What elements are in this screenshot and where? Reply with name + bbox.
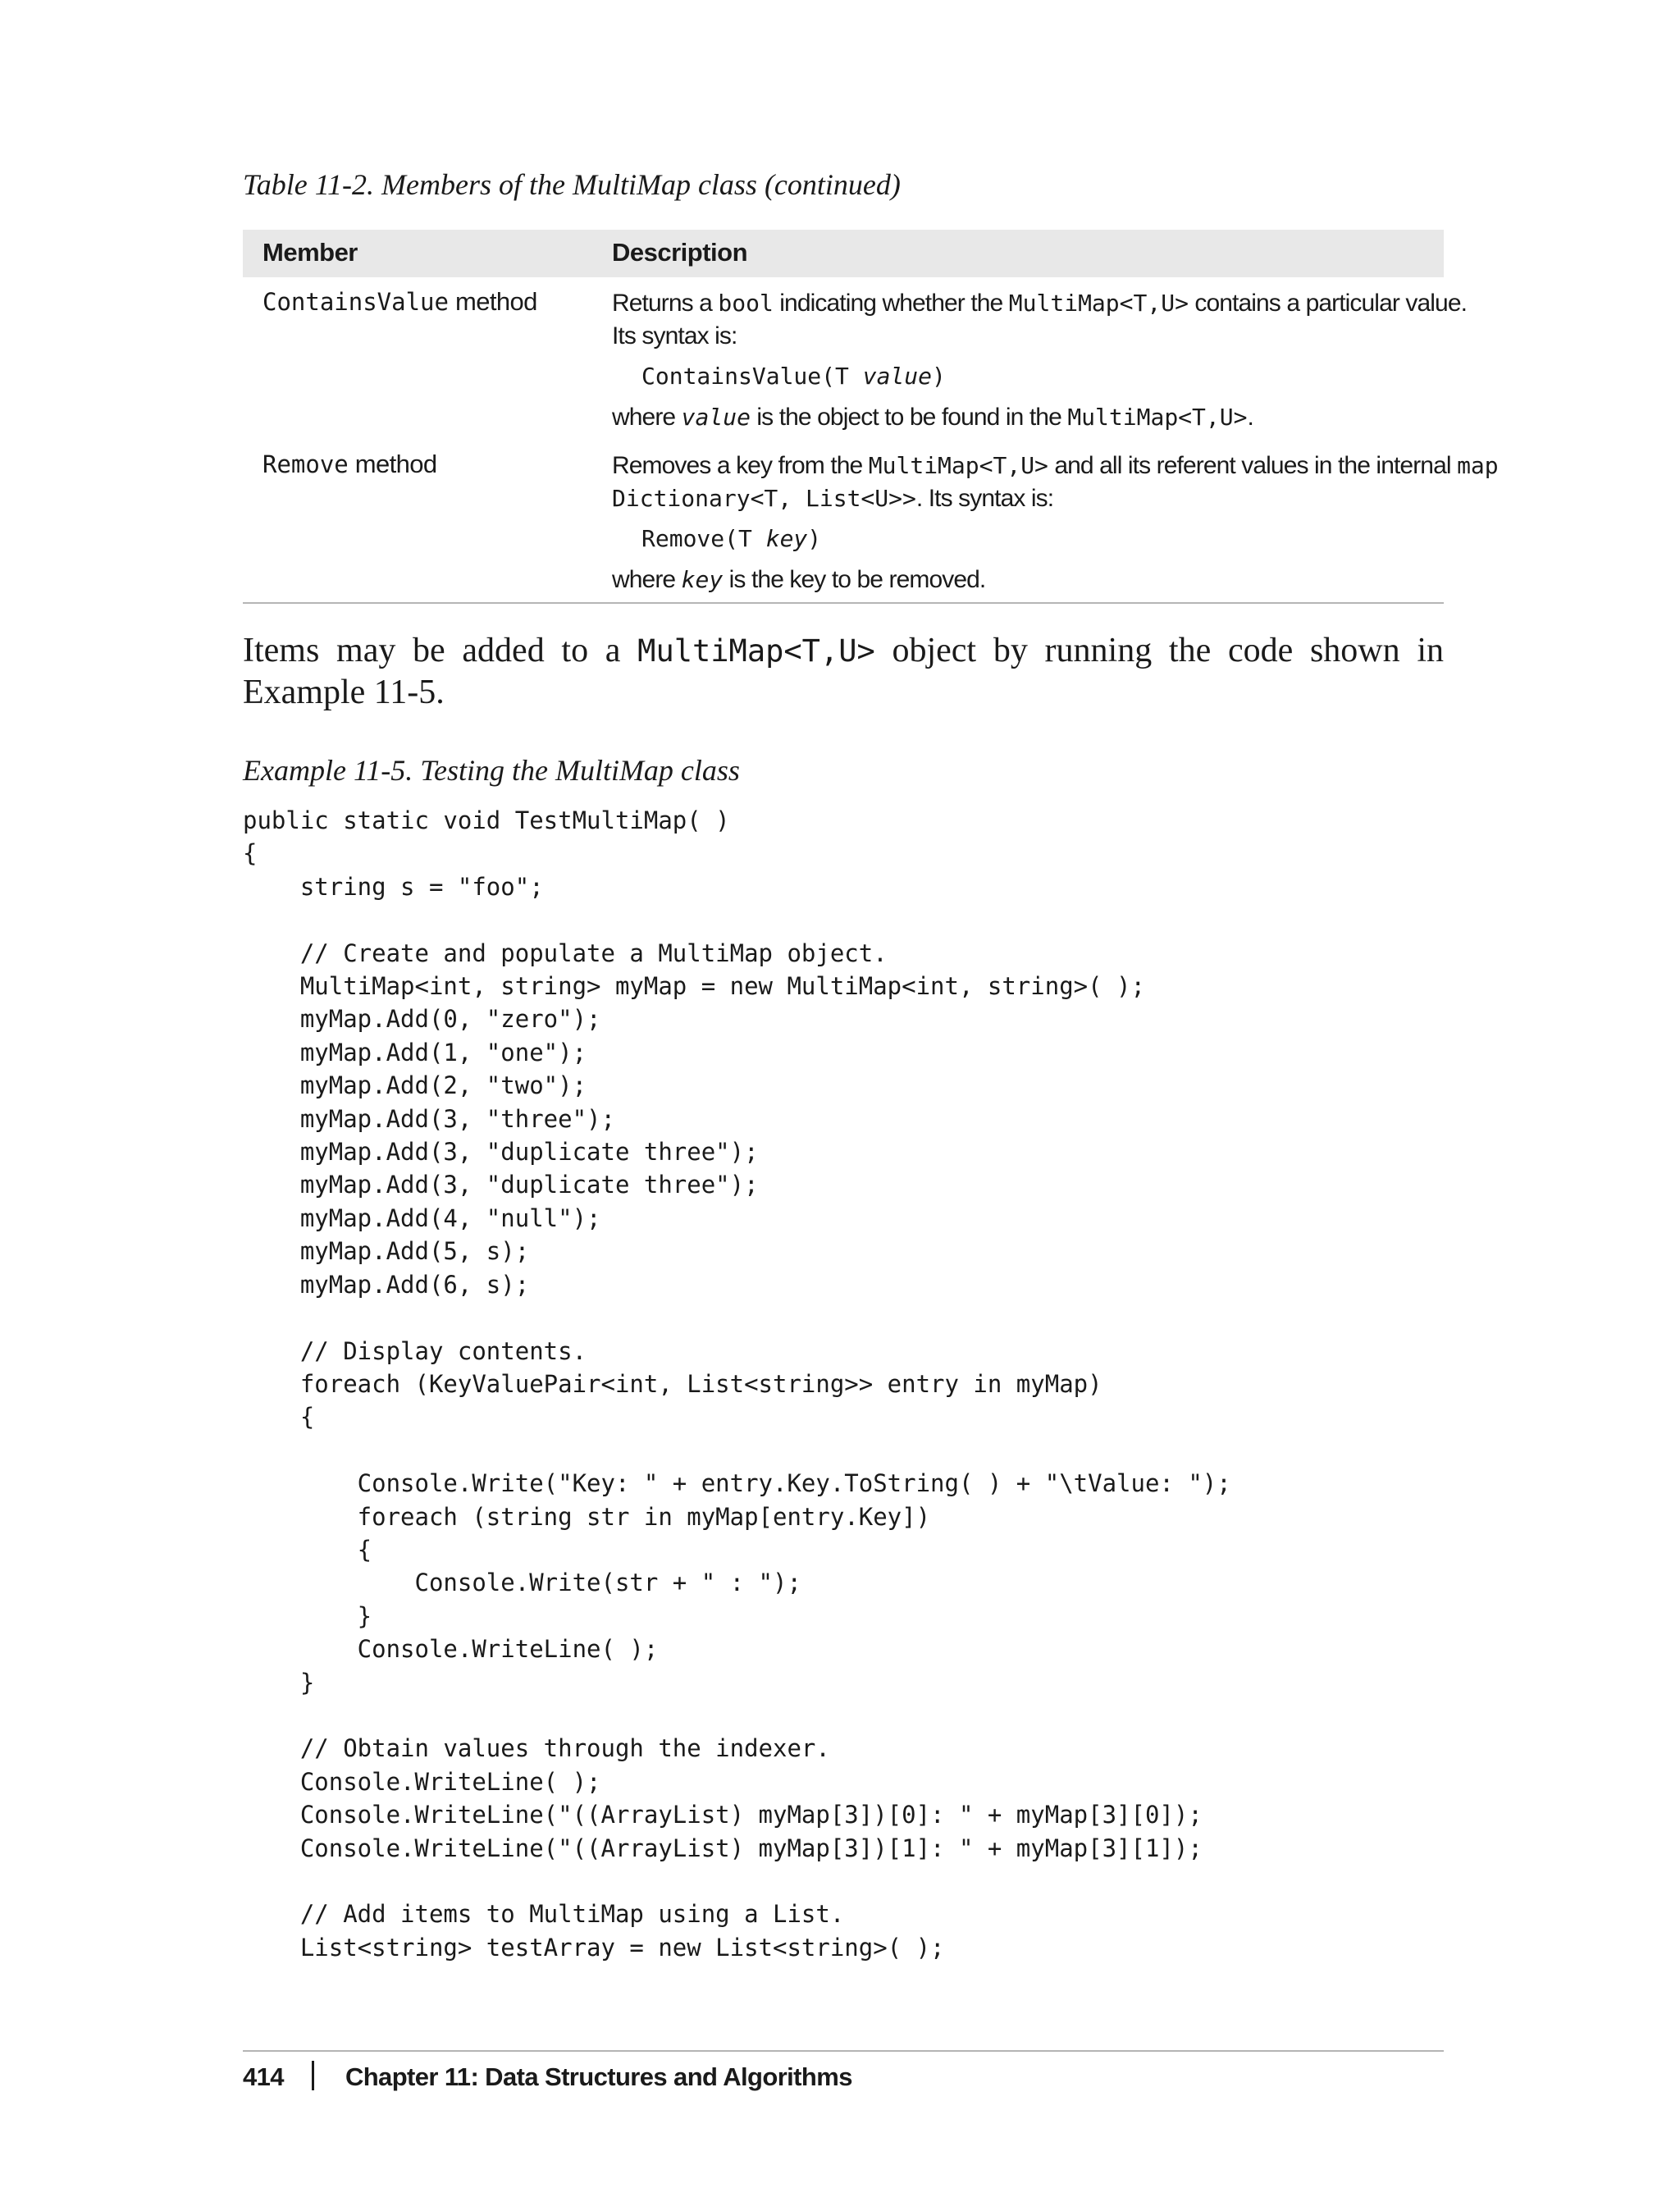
text-segment: indicating whether the xyxy=(773,290,1009,317)
syntax-code xyxy=(612,522,1440,555)
text-segment: Removes a key from the xyxy=(612,452,869,479)
table-bottom-rule xyxy=(243,602,1444,604)
code-line: myMap.Add(3, "three"); xyxy=(243,1104,615,1133)
code-line: // Display contents. xyxy=(243,1336,587,1365)
code-line: // Obtain values through the indexer. xyxy=(243,1734,830,1763)
text-segment: where xyxy=(612,404,682,431)
text-segment: where xyxy=(612,566,682,593)
code-line: myMap.Add(3, "duplicate three"); xyxy=(243,1138,759,1167)
table-row-containsvalue xyxy=(243,287,1468,450)
code-segment: key xyxy=(765,525,808,552)
code-line: myMap.Add(1, "one"); xyxy=(243,1038,587,1066)
paragraph-text: Items may be added to a xyxy=(243,632,638,669)
chapter-title: Chapter 11: Data Structures and Algorithms xyxy=(345,2062,852,2091)
code-line: MultiMap<int, string> myMap = new MultiMap<int, string>( ); xyxy=(243,972,1145,1001)
code-line: foreach (KeyValuePair<int, List<string>> entry in myMap) xyxy=(243,1369,1102,1398)
code-segment: value xyxy=(862,363,933,390)
page-number: 414 xyxy=(243,2062,284,2091)
description-line xyxy=(612,287,1468,320)
description-where-line xyxy=(612,564,1440,596)
member-cell xyxy=(262,287,537,317)
text-segment: and all its referent values in the internal xyxy=(1048,452,1458,479)
description-cell xyxy=(612,287,1468,434)
member-name: ContainsValue xyxy=(262,288,449,316)
example-caption: Example 11-5. Testing the MultiMap class xyxy=(243,754,740,787)
code-listing xyxy=(243,804,1231,1964)
code-line: { xyxy=(243,1535,372,1564)
code-segment: MultiMap<T,U> xyxy=(1008,290,1189,317)
code-line: Console.WriteLine("((ArrayList) myMap[3])[0]: " + myMap[3][0]); xyxy=(243,1801,1203,1829)
text-segment: Returns a xyxy=(612,290,719,317)
table-header-row xyxy=(243,230,1444,277)
paragraph-text: object by running the code shown in xyxy=(874,632,1445,669)
code-line: { xyxy=(243,1403,315,1432)
text-segment: is the key to be removed. xyxy=(723,566,986,593)
member-kind: method xyxy=(348,450,437,478)
code-line: Console.WriteLine( ); xyxy=(243,1635,659,1664)
code-line: } xyxy=(243,1668,315,1697)
member-name: Remove xyxy=(262,450,349,478)
header-member: Member xyxy=(262,238,358,267)
code-line: myMap.Add(3, "duplicate three"); xyxy=(243,1171,759,1199)
page-footer xyxy=(243,2061,852,2092)
code-line: myMap.Add(2, "two"); xyxy=(243,1071,587,1100)
description-where-line xyxy=(612,401,1440,434)
code-line: Console.Write(str + " : "); xyxy=(243,1569,801,1597)
text-segment: . Its syntax is: xyxy=(915,485,1054,512)
paragraph-line-1 xyxy=(243,630,1444,672)
code-segment: bool xyxy=(718,290,774,317)
body-paragraph xyxy=(243,630,1444,713)
member-cell xyxy=(262,450,437,479)
footer-separator xyxy=(312,2061,314,2090)
description-line: Its syntax is: xyxy=(612,322,737,349)
header-description: Description xyxy=(612,238,748,267)
footer-rule xyxy=(243,2050,1444,2052)
code-segment: ) xyxy=(807,525,822,552)
paragraph-line-2: Example 11-5. xyxy=(243,674,445,711)
code-segment: MultiMap<T,U> xyxy=(868,452,1048,479)
code-segment: MultiMap<T,U> xyxy=(1067,404,1248,431)
code-line: myMap.Add(5, s); xyxy=(243,1237,530,1266)
description-cell xyxy=(612,450,1499,596)
code-segment: value xyxy=(681,404,751,431)
code-line: myMap.Add(0, "zero"); xyxy=(243,1005,601,1034)
code-segment: Remove(T xyxy=(641,525,766,552)
code-line: { xyxy=(243,839,258,868)
code-line: Console.WriteLine("((ArrayList) myMap[3])[1]: " + myMap[3][1]); xyxy=(243,1834,1203,1862)
code-line: Console.Write("Key: " + entry.Key.ToString( ) + "\tValue: "); xyxy=(243,1469,1231,1498)
syntax-code xyxy=(612,359,1440,393)
code-line: List<string> testArray = new List<string>( ); xyxy=(243,1933,945,1962)
description-line xyxy=(612,482,1440,515)
description-line xyxy=(612,450,1499,482)
code-segment: map xyxy=(1457,452,1499,479)
member-kind: method xyxy=(448,287,537,316)
paragraph-code: MultiMap<T,U> xyxy=(637,633,875,669)
table-caption: Table 11-2. Members of the MultiMap class (continued) xyxy=(243,168,901,201)
code-line: Console.WriteLine( ); xyxy=(243,1767,601,1796)
text-segment: contains a particular value. xyxy=(1188,290,1468,317)
code-line: public static void TestMultiMap( ) xyxy=(243,806,730,834)
code-segment: ContainsValue(T xyxy=(641,363,863,390)
code-segment: Dictionary<T, List<U>> xyxy=(612,485,916,512)
code-line: } xyxy=(243,1601,372,1630)
table-row-remove xyxy=(243,450,1499,610)
code-line: myMap.Add(6, s); xyxy=(243,1270,530,1299)
code-segment: key xyxy=(681,566,724,593)
code-line: // Create and populate a MultiMap object. xyxy=(243,939,888,967)
members-table xyxy=(243,230,1499,610)
code-line: myMap.Add(4, "null"); xyxy=(243,1203,601,1232)
code-line: string s = "foo"; xyxy=(243,872,544,901)
code-segment: ) xyxy=(932,363,946,390)
code-line: // Add items to MultiMap using a List. xyxy=(243,1900,845,1929)
text-segment: . xyxy=(1247,404,1253,431)
code-line: foreach (string str in myMap[entry.Key]) xyxy=(243,1502,931,1531)
text-segment: is the object to be found in the xyxy=(750,404,1068,431)
